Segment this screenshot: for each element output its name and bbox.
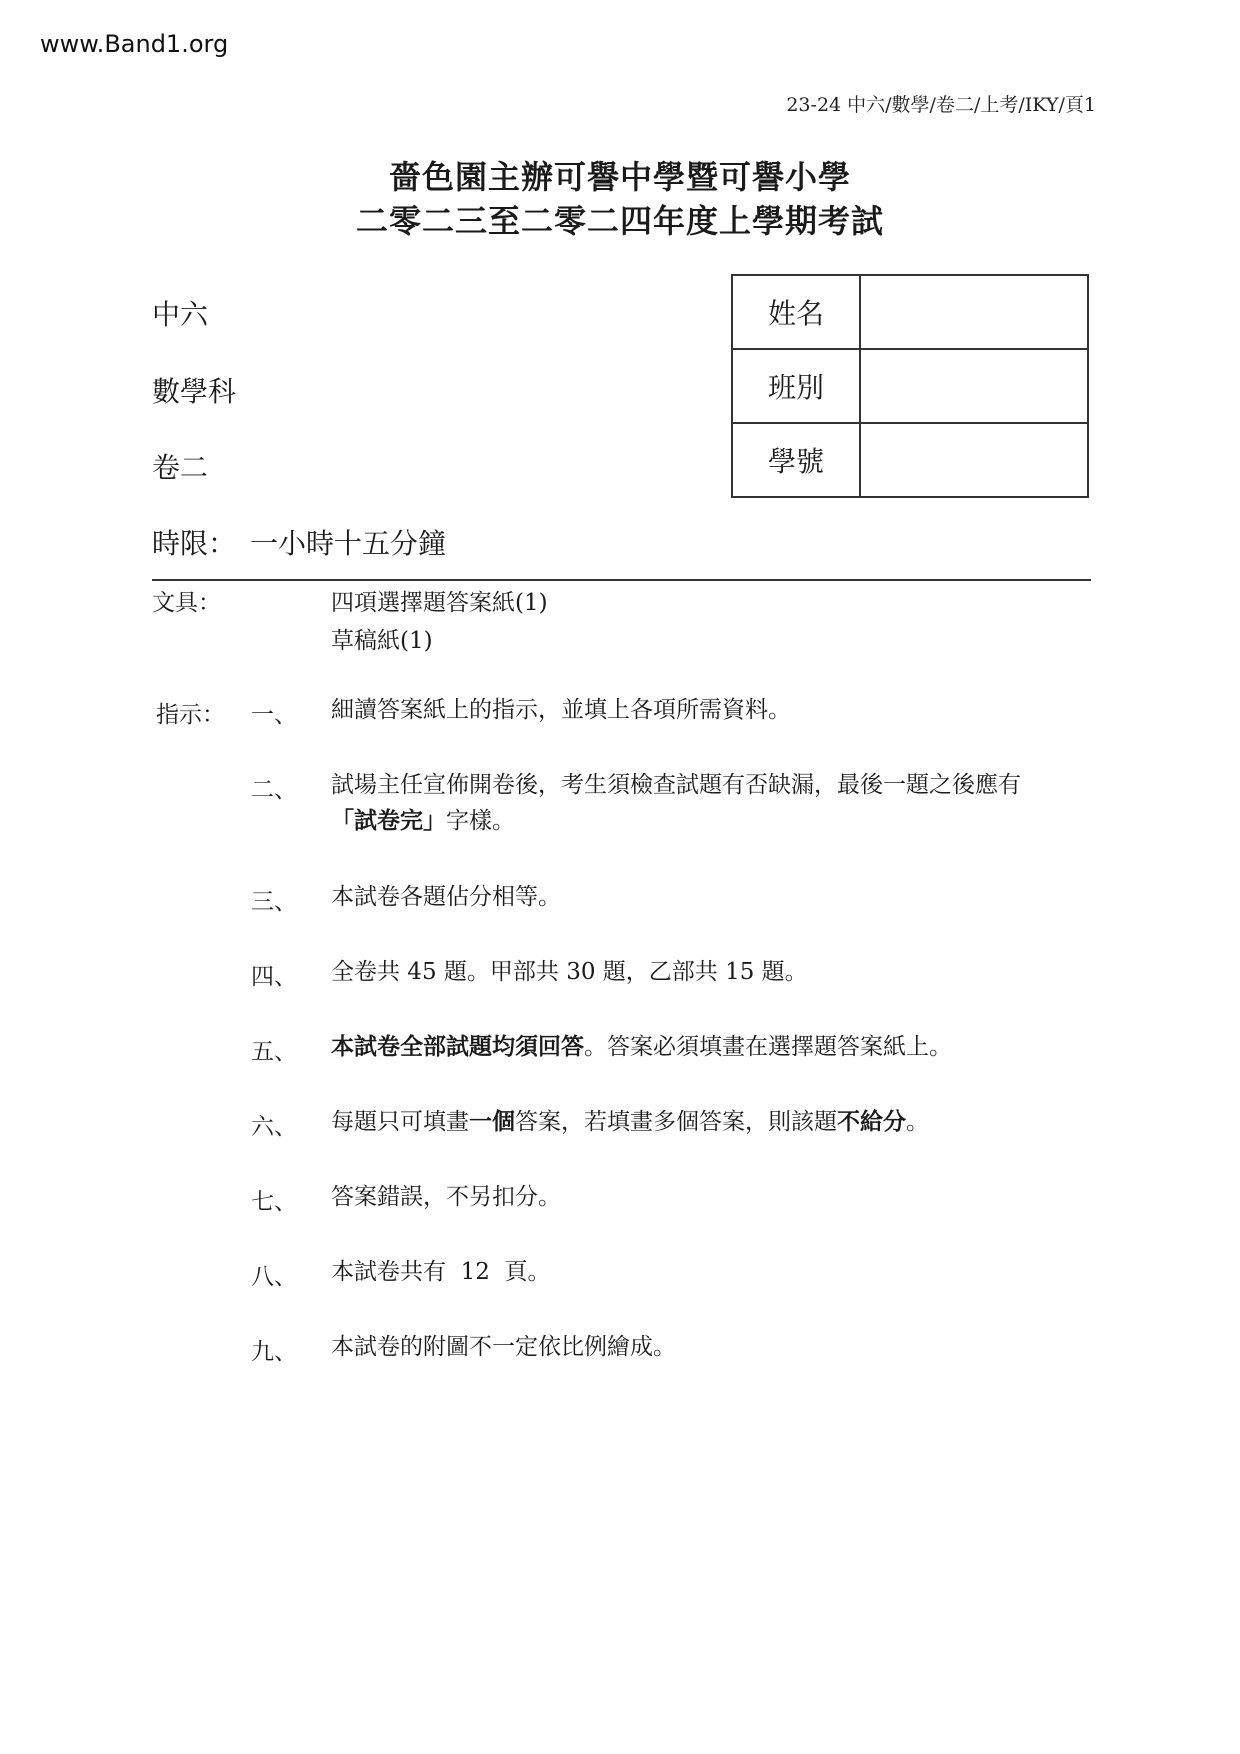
paper-number: 卷二 (152, 451, 209, 484)
student-info-table (731, 274, 1089, 498)
instruction-text: 試場主任宣佈開卷後，考生須檢查試題有否缺漏，最後一題之後應有 「試卷完」字樣。 (331, 772, 1021, 834)
instruction-number: 六、 (251, 1114, 297, 1140)
instruction-number: 八、 (251, 1264, 297, 1290)
instruction-text: 本試卷全部試題均須回答。答案必須填畫在選擇題答案紙上。 (331, 1034, 952, 1060)
stationery-item: 四項選擇題答案紙(1) (331, 590, 548, 616)
page-code: 23-24 中六/數學/卷二/上考/IKY/頁1 (786, 94, 1096, 116)
instruction-text: 本試卷共有 12 頁。 (331, 1259, 551, 1285)
time-limit-value: 一小時十五分鐘 (250, 527, 447, 560)
exam-title: 二零二三至二零二四年度上學期考試 (355, 202, 884, 240)
stationery-item: 草稿紙(1) (331, 628, 433, 654)
student-number-label: 學號 (732, 423, 860, 497)
instruction-number: 九、 (251, 1339, 297, 1365)
time-limit (152, 522, 446, 562)
subject: 數學科 (152, 375, 237, 408)
instruction-text: 細讀答案紙上的指示，並填上各項所需資料。 (331, 697, 791, 723)
class-field[interactable] (860, 349, 1088, 423)
divider (152, 579, 1091, 581)
instruction-number: 三、 (251, 889, 297, 915)
name-label: 姓名 (732, 275, 860, 349)
instruction-number: 一、 (251, 702, 297, 728)
instruction-text: 本試卷的附圖不一定依比例繪成。 (331, 1334, 676, 1360)
student-number-field[interactable] (860, 423, 1088, 497)
name-field[interactable] (860, 275, 1088, 349)
instruction-text: 全卷共 45 題。甲部共 30 題，乙部共 15 題。 (331, 959, 808, 985)
instruction-number: 二、 (251, 777, 297, 803)
instruction-text: 本試卷各題佔分相等。 (331, 884, 561, 910)
stationery-label: 文具： (152, 590, 221, 616)
class-label: 班別 (732, 349, 860, 423)
instruction-text: 答案錯誤，不另扣分。 (331, 1184, 561, 1210)
instruction-number: 七、 (251, 1189, 297, 1215)
instructions-label: 指示： (156, 702, 225, 728)
school-title: 嗇色園主辦可譽中學暨可譽小學 (388, 158, 851, 196)
instruction-text: 每題只可填畫一個答案，若填畫多個答案，則該題不給分。 (331, 1109, 929, 1135)
form-grade: 中六 (152, 298, 209, 331)
time-limit-label: 時限： (152, 527, 237, 560)
instruction-number: 四、 (251, 964, 297, 990)
instruction-number: 五、 (251, 1039, 297, 1065)
watermark-url: www.Band1.org (40, 30, 229, 58)
